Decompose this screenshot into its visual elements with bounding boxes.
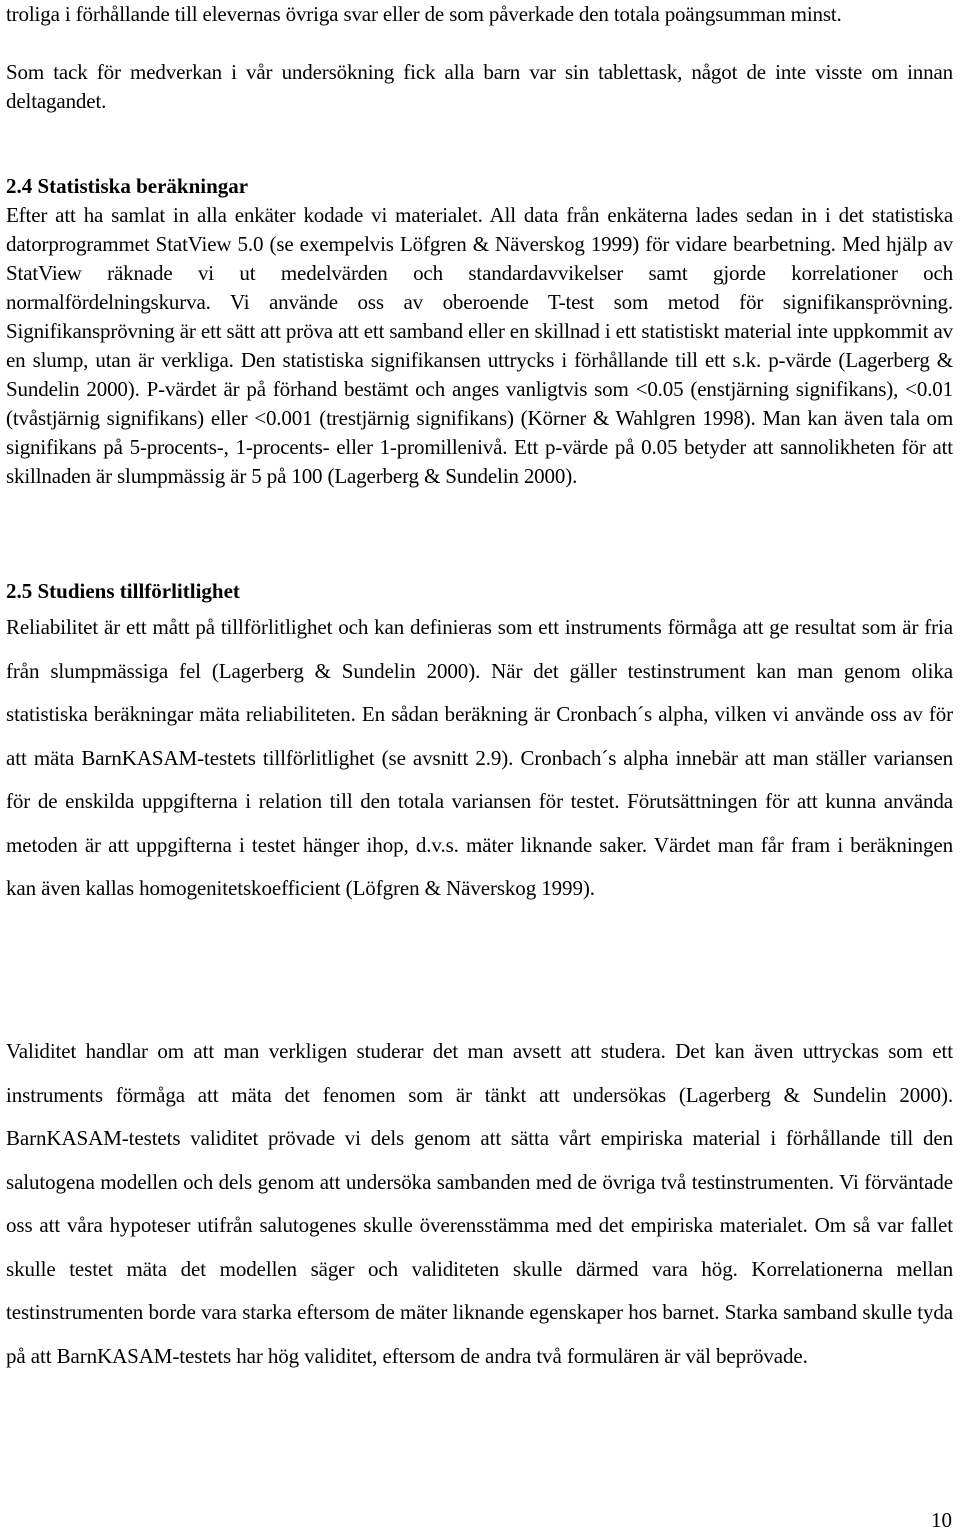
- paragraph-text: Efter att ha samlat in alla enkäter kodade vi materialet. All data från enkäterna lades sedan in i det statistiska datorprogrammet StatView 5.0 (se exempelvis Löfgren & Näverskog 1999) för vidare bearbetning. Med hjälp av StatView räknade vi ut medelvärden och standardavvikelser samt gjorde korrelationer och normalfördelningskurva. Vi använde oss av oberoende T-test som metod för signifikansprövning. Signifikansprövning är ett sätt att pröva att ett samband eller en skillnad i ett statistiskt material inte uppkommit av en slump, utan är verkliga. Den statistiska signifikansen uttrycks i förhållande till ett s.k. p-värde (Lagerberg & Sundelin 2000). P-värdet är på förhand bestämt och anges vanligtvis som <0.05 (enstjärning signifikans), <0.01 (tvåstjärnig signifikans) eller <0.001 (trestjärnig signifikans) (Körner & Wahlgren 1998). Man kan även tala om signifikans på 5-procents-, 1-procents- eller 1-promillenivå. Ett p-värde på 0.05 betyder att sannolikheten för att skillnaden är slumpmässig är 5 på 100 (Lagerberg & Sundelin 2000).: [6, 203, 953, 488]
- paragraph-continuation: [6, 0, 953, 29]
- section-statistics: [6, 172, 953, 491]
- paragraph-thanks: [6, 58, 953, 116]
- paragraph-validity: [6, 1030, 953, 1378]
- section-heading: 2.4 Statistiska beräkningar: [6, 174, 249, 198]
- paragraph-text: Validitet handlar om att man verkligen studerar det man avsett att studera. Det kan även uttryckas som ett instruments förmåga att mäta det fenomen som är tänkt att undersökas (Lagerberg & Sundelin 2000). BarnKASAM-testets validitet prövade vi dels genom att sätta vårt empiriska material i förhållande till den salutogena modellen och dels genom att undersöka sambanden med de övriga två testinstrumenten. Vi förväntade oss att våra hypoteser utifrån salutogenes skulle överensstämma med det empiriska materialet. Om så var fallet skulle testet mäta det modellen säger och validiteten skulle därmed vara hög. Korrelationerna mellan testinstrumenten borde vara starka eftersom de mäter liknande egenskaper hos barnet. Starka samband skulle tyda på att BarnKASAM-testets har hög validitet, eftersom de andra två formulären är väl beprövade.: [6, 1039, 953, 1368]
- paragraph-text: troliga i förhållande till elevernas övriga svar eller de som påverkade den totala poängsumman minst.: [6, 2, 842, 26]
- paragraph-text: Reliabilitet är ett mått på tillförlitlighet och kan definieras som ett instruments förmåga att ge resultat som är fria från slumpmässiga fel (Lagerberg & Sundelin 2000). När det gäller testinstrument kan man genom olika statistiska beräkningar mäta reliabiliteten. En sådan beräkning är Cronbach´s alpha, vilken vi använde oss av för att mäta BarnKASAM-testets tillförlitlighet (se avsnitt 2.9). Cronbach´s alpha innebär att man ställer variansen för de enskilda uppgifterna i relation till den totala variansen för testet. Förutsättningen för att kunna använda metoden är att uppgifterna i testet hänger ihop, d.v.s. mäter liknande saker. Värdet man får fram i beräkningen kan även kallas homogenitetskoefficient (Löfgren & Näverskog 1999).: [6, 615, 953, 900]
- page-number: 10: [931, 1508, 952, 1532]
- paragraph-text: Som tack för medverkan i vår undersökning fick alla barn var sin tablettask, något de inte visste om innan deltagandet.: [6, 60, 953, 113]
- section-heading: 2.5 Studiens tillförlitlighet: [6, 579, 240, 603]
- section-reliability: [6, 577, 953, 911]
